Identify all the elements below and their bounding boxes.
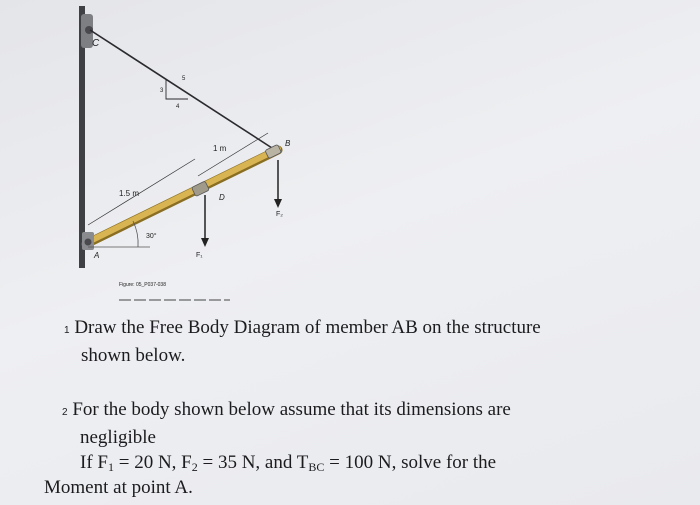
label-a: A bbox=[94, 251, 100, 260]
label-slope-3: 3 bbox=[160, 88, 164, 94]
force-f2-arrow bbox=[274, 160, 282, 208]
label-slope-5: 5 bbox=[182, 76, 186, 82]
question-1-line-2 bbox=[64, 343, 541, 368]
given-f2-subscript: 2 bbox=[191, 460, 198, 474]
label-f2: F₂ bbox=[276, 211, 283, 218]
question-1-text-2: shown below. bbox=[81, 345, 186, 366]
label-f1: F₁ bbox=[196, 252, 203, 259]
label-angle: 30° bbox=[146, 233, 157, 240]
question-1 bbox=[64, 315, 541, 368]
question-2 bbox=[44, 397, 511, 500]
question-1-line-1 bbox=[64, 315, 541, 343]
label-c: C bbox=[92, 38, 100, 49]
figure-caption: Figure: 05_P037-038 bbox=[119, 282, 166, 288]
question-2-number: 2 bbox=[62, 407, 68, 418]
question-2-line-4 bbox=[44, 475, 511, 500]
given-f1-subscript: 1 bbox=[107, 460, 114, 474]
slope-triangle bbox=[166, 80, 188, 99]
label-b: B bbox=[285, 139, 291, 148]
label-length-bd: 1 m bbox=[213, 144, 227, 153]
label-slope-4: 4 bbox=[176, 104, 180, 110]
question-2-text-2: negligible bbox=[80, 427, 156, 448]
question-2-text-4: Moment at point A. bbox=[44, 477, 193, 498]
question-1-text-1: Draw the Free Body Diagram of member AB on the structure bbox=[74, 317, 541, 338]
question-2-text-1: For the body shown below assume that its dimensions are bbox=[72, 399, 511, 420]
question-1-number: 1 bbox=[64, 325, 70, 336]
force-f1-arrow bbox=[201, 195, 209, 247]
question-2-line-3 bbox=[62, 450, 511, 475]
question-2-line-2 bbox=[62, 425, 511, 450]
given-tbc-text: = 35 N, and T bbox=[197, 452, 309, 473]
label-d: D bbox=[219, 193, 225, 202]
collar-b bbox=[265, 144, 282, 158]
given-tbc-subscript: BC bbox=[308, 460, 325, 474]
given-f2-text: = 20 N, F bbox=[113, 452, 192, 473]
member-ab-highlight bbox=[86, 149, 278, 243]
cable-bc bbox=[90, 30, 272, 148]
given-tail-text: = 100 N, solve for the bbox=[324, 452, 497, 473]
given-f1-text: If F bbox=[80, 452, 108, 473]
question-2-line-1 bbox=[62, 397, 511, 425]
label-length-ad: 1.5 m bbox=[119, 189, 140, 198]
